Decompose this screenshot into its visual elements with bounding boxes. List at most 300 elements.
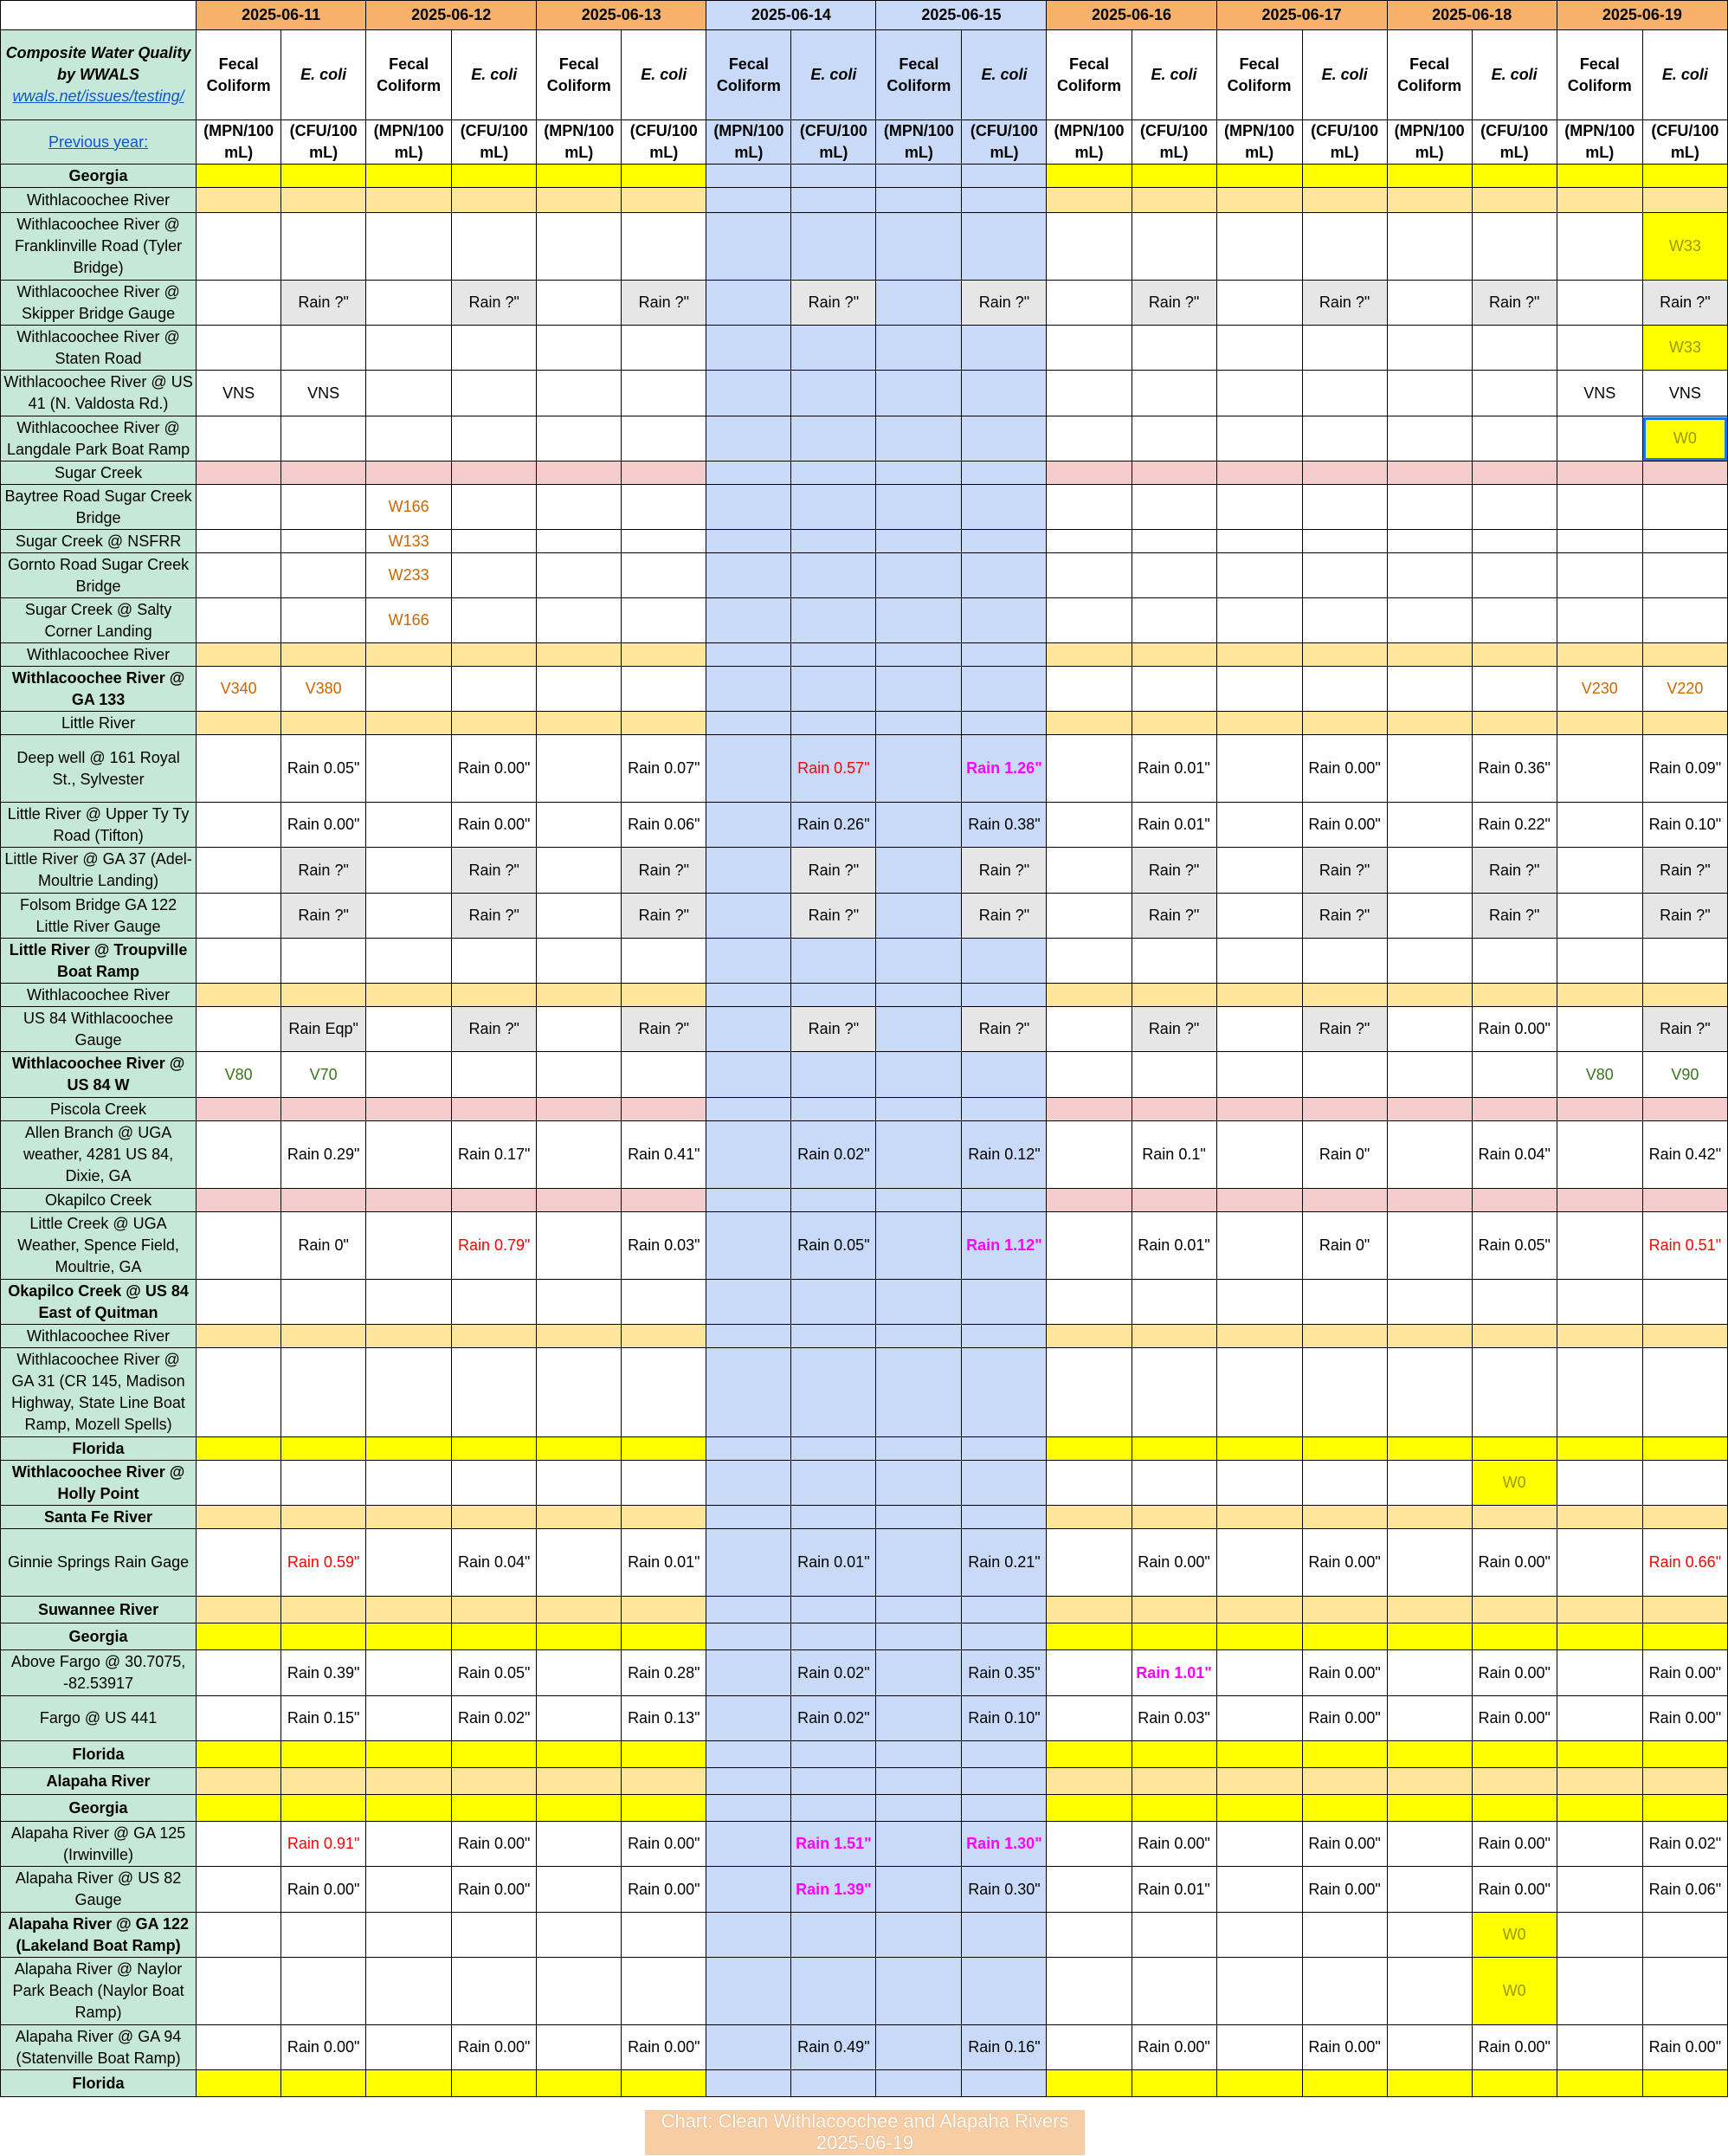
fecal-coliform-column-header[interactable]: Fecal Coliform	[1387, 30, 1472, 120]
row-label[interactable]: Baytree Road Sugar Creek Bridge	[1, 485, 197, 530]
data-cell[interactable]	[1047, 1597, 1132, 1623]
data-cell[interactable]	[452, 1913, 537, 1958]
data-cell[interactable]	[1047, 1189, 1132, 1212]
row-label[interactable]: Little River @ Upper Ty Ty Road (Tifton)	[1, 803, 197, 848]
data-cell[interactable]	[537, 165, 622, 188]
data-cell[interactable]	[706, 485, 791, 530]
data-cell[interactable]	[1047, 553, 1132, 598]
data-cell[interactable]	[1132, 1741, 1216, 1768]
data-cell[interactable]	[1472, 1348, 1557, 1437]
data-cell[interactable]	[1047, 1437, 1132, 1461]
data-cell[interactable]	[366, 848, 452, 894]
data-cell[interactable]	[1387, 1098, 1472, 1121]
data-cell[interactable]	[1472, 1325, 1557, 1348]
data-cell[interactable]	[1132, 553, 1216, 598]
data-cell[interactable]: W166	[366, 598, 452, 643]
data-cell[interactable]	[876, 1052, 962, 1098]
data-cell[interactable]	[537, 1529, 622, 1597]
data-cell[interactable]	[1387, 894, 1472, 939]
fecal-coliform-column-header[interactable]: Fecal Coliform	[197, 30, 281, 120]
data-cell[interactable]	[1132, 1189, 1216, 1212]
data-cell[interactable]: Rain 0.10"	[962, 1696, 1047, 1741]
data-cell[interactable]	[706, 326, 791, 371]
data-cell[interactable]	[452, 326, 537, 371]
data-cell[interactable]: W0	[1472, 1913, 1557, 1958]
ecoli-column-header[interactable]: E. coli	[1642, 30, 1727, 120]
data-cell[interactable]: Rain 0.00"	[452, 2025, 537, 2070]
data-cell[interactable]	[197, 1121, 281, 1189]
data-cell[interactable]: Rain 0.16"	[962, 2025, 1047, 2070]
data-cell[interactable]	[1557, 213, 1642, 281]
data-cell[interactable]: Rain 0.09"	[1642, 735, 1727, 803]
data-cell[interactable]	[366, 984, 452, 1007]
data-cell[interactable]	[876, 848, 962, 894]
data-cell[interactable]	[1216, 1913, 1302, 1958]
data-cell[interactable]	[962, 1052, 1047, 1098]
data-cell[interactable]	[791, 485, 876, 530]
data-cell[interactable]	[962, 1461, 1047, 1506]
data-cell[interactable]	[197, 643, 281, 667]
row-label[interactable]: Little River @ Troupville Boat Ramp	[1, 939, 197, 984]
data-cell[interactable]	[537, 2070, 622, 2097]
data-cell[interactable]	[281, 1348, 366, 1437]
data-cell[interactable]	[1642, 1189, 1727, 1212]
row-label[interactable]: Folsom Bridge GA 122 Little River Gauge	[1, 894, 197, 939]
data-cell[interactable]	[366, 2025, 452, 2070]
data-cell[interactable]	[537, 553, 622, 598]
data-cell[interactable]	[791, 984, 876, 1007]
data-cell[interactable]	[537, 326, 622, 371]
data-cell[interactable]: Rain ?"	[452, 894, 537, 939]
data-cell[interactable]: Rain 0.35"	[962, 1650, 1047, 1696]
data-cell[interactable]	[1047, 1098, 1132, 1121]
data-cell[interactable]	[1047, 1741, 1132, 1768]
data-cell[interactable]: Rain 0.00"	[1642, 2025, 1727, 2070]
data-cell[interactable]	[1216, 1768, 1302, 1795]
data-cell[interactable]: Rain 0.01"	[1132, 1212, 1216, 1280]
data-cell[interactable]	[962, 188, 1047, 213]
data-cell[interactable]	[1642, 1348, 1727, 1437]
data-cell[interactable]	[876, 188, 962, 213]
data-cell[interactable]	[1387, 1325, 1472, 1348]
data-cell[interactable]	[1557, 1623, 1642, 1650]
data-cell[interactable]: Rain 0.05"	[1472, 1212, 1557, 1280]
data-cell[interactable]	[1642, 712, 1727, 735]
ecoli-column-header[interactable]: E. coli	[281, 30, 366, 120]
data-cell[interactable]: Rain 1.12"	[962, 1212, 1047, 1280]
row-label[interactable]: Withlacoochee River @ Langdale Park Boat Ramp	[1, 416, 197, 462]
ecoli-column-header[interactable]: E. coli	[452, 30, 537, 120]
data-cell[interactable]	[876, 1189, 962, 1212]
data-cell[interactable]	[1047, 667, 1132, 712]
data-cell[interactable]	[1216, 1007, 1302, 1052]
data-cell[interactable]: Rain 0.00"	[1472, 1867, 1557, 1913]
data-cell[interactable]	[197, 165, 281, 188]
data-cell[interactable]	[706, 530, 791, 553]
data-cell[interactable]	[452, 1461, 537, 1506]
data-cell[interactable]: Rain ?"	[962, 1007, 1047, 1052]
data-cell[interactable]: VNS	[281, 371, 366, 416]
data-cell[interactable]	[537, 416, 622, 462]
data-cell[interactable]: Rain 1.30"	[962, 1822, 1047, 1867]
data-cell[interactable]	[1472, 416, 1557, 462]
data-cell[interactable]	[1387, 2070, 1472, 2097]
data-cell[interactable]	[1132, 1958, 1216, 2025]
data-cell[interactable]	[1642, 939, 1727, 984]
data-cell[interactable]	[622, 2070, 706, 2097]
data-cell[interactable]	[1302, 371, 1387, 416]
data-cell[interactable]: W0	[1472, 1461, 1557, 1506]
data-cell[interactable]	[197, 1461, 281, 1506]
data-cell[interactable]	[1472, 2070, 1557, 2097]
data-cell[interactable]	[876, 735, 962, 803]
data-cell[interactable]	[366, 2070, 452, 2097]
data-cell[interactable]	[1557, 188, 1642, 213]
data-cell[interactable]	[197, 1795, 281, 1822]
data-cell[interactable]	[622, 371, 706, 416]
data-cell[interactable]	[876, 462, 962, 485]
data-cell[interactable]	[1302, 667, 1387, 712]
data-cell[interactable]	[1642, 1741, 1727, 1768]
data-cell[interactable]	[706, 1007, 791, 1052]
data-cell[interactable]	[452, 1437, 537, 1461]
data-cell[interactable]	[706, 667, 791, 712]
data-cell[interactable]	[622, 1913, 706, 1958]
data-cell[interactable]: Rain 0.03"	[622, 1212, 706, 1280]
data-cell[interactable]	[1557, 1325, 1642, 1348]
row-label[interactable]: Above Fargo @ 30.7075, -82.53917	[1, 1650, 197, 1696]
data-cell[interactable]	[1216, 485, 1302, 530]
data-cell[interactable]	[876, 416, 962, 462]
data-cell[interactable]	[791, 598, 876, 643]
data-cell[interactable]	[1047, 462, 1132, 485]
data-cell[interactable]	[366, 712, 452, 735]
row-label[interactable]: Alapaha River @ US 82 Gauge	[1, 1867, 197, 1913]
data-cell[interactable]	[537, 598, 622, 643]
data-cell[interactable]	[197, 1597, 281, 1623]
data-cell[interactable]	[706, 1052, 791, 1098]
data-cell[interactable]: Rain ?"	[791, 281, 876, 326]
row-label[interactable]: Withlacoochee River	[1, 188, 197, 213]
ecoli-column-header[interactable]: E. coli	[962, 30, 1047, 120]
data-cell[interactable]	[791, 165, 876, 188]
data-cell[interactable]	[1557, 165, 1642, 188]
row-label[interactable]: Suwannee River	[1, 1597, 197, 1623]
data-cell[interactable]	[1216, 712, 1302, 735]
data-cell[interactable]	[1302, 326, 1387, 371]
data-cell[interactable]	[537, 1822, 622, 1867]
data-cell[interactable]	[1387, 1280, 1472, 1325]
data-cell[interactable]: Rain 0.00"	[1302, 803, 1387, 848]
data-cell[interactable]	[1387, 371, 1472, 416]
data-cell[interactable]	[1387, 281, 1472, 326]
data-cell[interactable]	[1047, 1052, 1132, 1098]
data-cell[interactable]: Rain 0.00"	[281, 2025, 366, 2070]
data-cell[interactable]	[1557, 485, 1642, 530]
data-cell[interactable]: Rain ?"	[1132, 894, 1216, 939]
data-cell[interactable]	[1047, 1650, 1132, 1696]
data-cell[interactable]	[1216, 462, 1302, 485]
data-cell[interactable]: Rain ?"	[791, 894, 876, 939]
data-cell[interactable]: V70	[281, 1052, 366, 1098]
data-cell[interactable]: Rain ?"	[1132, 1007, 1216, 1052]
data-cell[interactable]	[1642, 485, 1727, 530]
data-cell[interactable]: Rain ?"	[1642, 1007, 1727, 1052]
data-cell[interactable]	[876, 1597, 962, 1623]
data-cell[interactable]	[1472, 667, 1557, 712]
data-cell[interactable]	[1216, 281, 1302, 326]
corner-cell[interactable]	[1, 1, 197, 30]
data-cell[interactable]	[537, 667, 622, 712]
data-cell[interactable]	[366, 1597, 452, 1623]
data-cell[interactable]: Rain 0.00"	[1472, 1822, 1557, 1867]
data-cell[interactable]	[197, 1958, 281, 2025]
data-cell[interactable]	[1387, 1741, 1472, 1768]
data-cell[interactable]	[1302, 598, 1387, 643]
data-cell[interactable]	[452, 1768, 537, 1795]
data-cell[interactable]	[876, 1741, 962, 1768]
data-cell[interactable]	[366, 1913, 452, 1958]
data-cell[interactable]	[1216, 735, 1302, 803]
data-cell[interactable]: Rain 0.59"	[281, 1529, 366, 1597]
data-cell[interactable]: Rain 0.03"	[1132, 1696, 1216, 1741]
data-cell[interactable]	[1216, 1529, 1302, 1597]
data-cell[interactable]	[1302, 165, 1387, 188]
data-cell[interactable]	[197, 598, 281, 643]
data-cell[interactable]	[622, 188, 706, 213]
data-cell[interactable]	[1047, 643, 1132, 667]
data-cell[interactable]	[1047, 894, 1132, 939]
data-cell[interactable]	[1302, 1189, 1387, 1212]
data-cell[interactable]	[1132, 1325, 1216, 1348]
data-cell[interactable]	[876, 1958, 962, 2025]
data-cell[interactable]	[281, 939, 366, 984]
data-cell[interactable]: VNS	[197, 371, 281, 416]
data-cell[interactable]	[706, 1325, 791, 1348]
data-cell[interactable]	[197, 894, 281, 939]
data-cell[interactable]	[281, 712, 366, 735]
data-cell[interactable]	[1387, 712, 1472, 735]
data-cell[interactable]: W33	[1642, 213, 1727, 281]
data-cell[interactable]	[1047, 530, 1132, 553]
data-cell[interactable]	[1387, 553, 1472, 598]
data-cell[interactable]	[1047, 712, 1132, 735]
data-cell[interactable]	[1047, 165, 1132, 188]
data-cell[interactable]	[791, 326, 876, 371]
data-cell[interactable]	[622, 939, 706, 984]
chart-link-overlay[interactable]	[645, 2110, 1085, 2155]
data-cell[interactable]: Rain 0.17"	[452, 1121, 537, 1189]
row-label[interactable]: Georgia	[1, 1623, 197, 1650]
data-cell[interactable]	[622, 165, 706, 188]
data-cell[interactable]: Rain 0.04"	[452, 1529, 537, 1597]
data-cell[interactable]	[876, 1007, 962, 1052]
data-cell[interactable]	[452, 371, 537, 416]
data-cell[interactable]: Rain 0.28"	[622, 1650, 706, 1696]
data-cell[interactable]	[197, 281, 281, 326]
data-cell[interactable]	[366, 1506, 452, 1529]
data-cell[interactable]	[1557, 643, 1642, 667]
row-label[interactable]: Sugar Creek	[1, 462, 197, 485]
data-cell[interactable]	[1302, 1052, 1387, 1098]
data-cell[interactable]	[197, 984, 281, 1007]
data-cell[interactable]	[876, 213, 962, 281]
data-cell[interactable]	[1047, 1212, 1132, 1280]
row-label[interactable]: Deep well @ 161 Royal St., Sylvester	[1, 735, 197, 803]
data-cell[interactable]	[876, 1506, 962, 1529]
data-cell[interactable]	[1472, 1795, 1557, 1822]
data-cell[interactable]	[706, 1529, 791, 1597]
data-cell[interactable]	[537, 1506, 622, 1529]
data-cell[interactable]	[1557, 1795, 1642, 1822]
data-cell[interactable]	[876, 803, 962, 848]
data-cell[interactable]	[197, 1623, 281, 1650]
data-cell[interactable]	[1387, 667, 1472, 712]
data-cell[interactable]	[537, 281, 622, 326]
data-cell[interactable]	[1132, 165, 1216, 188]
data-cell[interactable]	[197, 1696, 281, 1741]
data-cell[interactable]	[1047, 188, 1132, 213]
data-cell[interactable]	[537, 1958, 622, 2025]
data-cell[interactable]	[706, 1348, 791, 1437]
data-cell[interactable]	[1047, 1280, 1132, 1325]
data-cell[interactable]: Rain 0.01"	[1132, 803, 1216, 848]
data-cell[interactable]	[1387, 462, 1472, 485]
data-cell[interactable]	[876, 1822, 962, 1867]
data-cell[interactable]	[281, 213, 366, 281]
data-cell[interactable]	[452, 553, 537, 598]
data-cell[interactable]	[1302, 2070, 1387, 2097]
data-cell[interactable]	[1642, 462, 1727, 485]
data-cell[interactable]	[1047, 485, 1132, 530]
data-cell[interactable]	[791, 462, 876, 485]
data-cell[interactable]	[1642, 165, 1727, 188]
fecal-coliform-column-header[interactable]: Fecal Coliform	[1216, 30, 1302, 120]
data-cell[interactable]	[1557, 2025, 1642, 2070]
data-cell[interactable]	[197, 1768, 281, 1795]
data-cell[interactable]	[452, 1325, 537, 1348]
data-cell[interactable]	[1472, 165, 1557, 188]
data-cell[interactable]	[1132, 667, 1216, 712]
data-cell[interactable]	[1557, 462, 1642, 485]
data-cell[interactable]	[1387, 848, 1472, 894]
data-cell[interactable]	[791, 1597, 876, 1623]
data-cell[interactable]: V80	[1557, 1052, 1642, 1098]
data-cell[interactable]	[1216, 667, 1302, 712]
data-cell[interactable]	[791, 1768, 876, 1795]
data-cell[interactable]	[537, 735, 622, 803]
data-cell[interactable]	[791, 1052, 876, 1098]
data-cell[interactable]	[1047, 1913, 1132, 1958]
data-cell[interactable]	[281, 1597, 366, 1623]
data-cell[interactable]	[962, 553, 1047, 598]
data-cell[interactable]	[281, 598, 366, 643]
data-cell[interactable]: Rain 0.00"	[1472, 2025, 1557, 2070]
data-cell[interactable]	[1472, 1189, 1557, 1212]
data-cell[interactable]	[791, 1913, 876, 1958]
data-cell[interactable]: Rain 0.00"	[452, 1867, 537, 1913]
data-cell[interactable]	[197, 2070, 281, 2097]
date-header[interactable]: 2025-06-15	[876, 1, 1047, 30]
row-label[interactable]: Allen Branch @ UGA weather, 4281 US 84, Dixie, GA	[1, 1121, 197, 1189]
data-cell[interactable]	[1387, 1052, 1472, 1098]
row-label[interactable]: Okapilco Creek @ US 84 East of Quitman	[1, 1280, 197, 1325]
data-cell[interactable]	[876, 1325, 962, 1348]
data-cell[interactable]	[1132, 1098, 1216, 1121]
data-cell[interactable]	[281, 326, 366, 371]
data-cell[interactable]: Rain 0.22"	[1472, 803, 1557, 848]
data-cell[interactable]: Rain ?"	[1132, 281, 1216, 326]
data-cell[interactable]	[537, 1461, 622, 1506]
data-cell[interactable]	[1302, 553, 1387, 598]
data-cell[interactable]	[1472, 462, 1557, 485]
data-cell[interactable]	[706, 643, 791, 667]
data-cell[interactable]: Rain 0.29"	[281, 1121, 366, 1189]
data-cell[interactable]	[962, 485, 1047, 530]
data-cell[interactable]: Rain 0.10"	[1642, 803, 1727, 848]
data-cell[interactable]: Rain 0.00"	[452, 803, 537, 848]
data-cell[interactable]	[1557, 1867, 1642, 1913]
data-cell[interactable]	[366, 1437, 452, 1461]
data-cell[interactable]	[876, 1098, 962, 1121]
data-cell[interactable]	[1047, 735, 1132, 803]
data-cell[interactable]	[281, 1189, 366, 1212]
data-cell[interactable]	[791, 1325, 876, 1348]
data-cell[interactable]	[366, 1867, 452, 1913]
data-cell[interactable]	[366, 1348, 452, 1437]
data-cell[interactable]	[1216, 1650, 1302, 1696]
row-label[interactable]: Withlacoochee River @ GA 31 (CR 145, Madison Highway, State Line Boat Ramp, Mozell Spells)	[1, 1348, 197, 1437]
row-label[interactable]: Alapaha River @ Naylor Park Beach (Naylor Boat Ramp)	[1, 1958, 197, 2025]
data-cell[interactable]	[1216, 803, 1302, 848]
data-cell[interactable]	[452, 1098, 537, 1121]
testing-link[interactable]: wwals.net/issues/testing/	[12, 87, 184, 105]
data-cell[interactable]: Rain 0.00"	[1472, 1650, 1557, 1696]
data-cell[interactable]	[791, 2070, 876, 2097]
data-cell[interactable]	[197, 462, 281, 485]
data-cell[interactable]	[1557, 326, 1642, 371]
data-cell[interactable]	[1387, 984, 1472, 1007]
data-cell[interactable]: Rain 0.00"	[1302, 1529, 1387, 1597]
data-cell[interactable]	[366, 1212, 452, 1280]
data-cell[interactable]	[452, 643, 537, 667]
data-cell[interactable]	[962, 2070, 1047, 2097]
data-cell[interactable]: Rain 1.51"	[791, 1822, 876, 1867]
data-cell[interactable]	[537, 530, 622, 553]
data-cell[interactable]	[791, 643, 876, 667]
data-cell[interactable]: Rain 0.05"	[452, 1650, 537, 1696]
data-cell[interactable]	[791, 712, 876, 735]
data-cell[interactable]	[366, 371, 452, 416]
data-cell[interactable]	[706, 1121, 791, 1189]
data-cell[interactable]	[452, 213, 537, 281]
data-cell[interactable]: Rain 0.12"	[962, 1121, 1047, 1189]
data-cell[interactable]	[962, 1348, 1047, 1437]
data-cell[interactable]	[1047, 1822, 1132, 1867]
data-cell[interactable]: Rain 0.02"	[791, 1696, 876, 1741]
data-cell[interactable]	[1216, 1348, 1302, 1437]
row-label[interactable]: Withlacoochee River	[1, 984, 197, 1007]
data-cell[interactable]	[197, 1189, 281, 1212]
data-cell[interactable]	[876, 1121, 962, 1189]
data-cell[interactable]	[1387, 326, 1472, 371]
data-cell[interactable]: Rain ?"	[1472, 281, 1557, 326]
data-cell[interactable]	[1472, 1623, 1557, 1650]
data-cell[interactable]	[1216, 326, 1302, 371]
data-cell[interactable]: Rain 0.01"	[1132, 735, 1216, 803]
data-cell[interactable]	[1216, 1506, 1302, 1529]
data-cell[interactable]	[622, 984, 706, 1007]
